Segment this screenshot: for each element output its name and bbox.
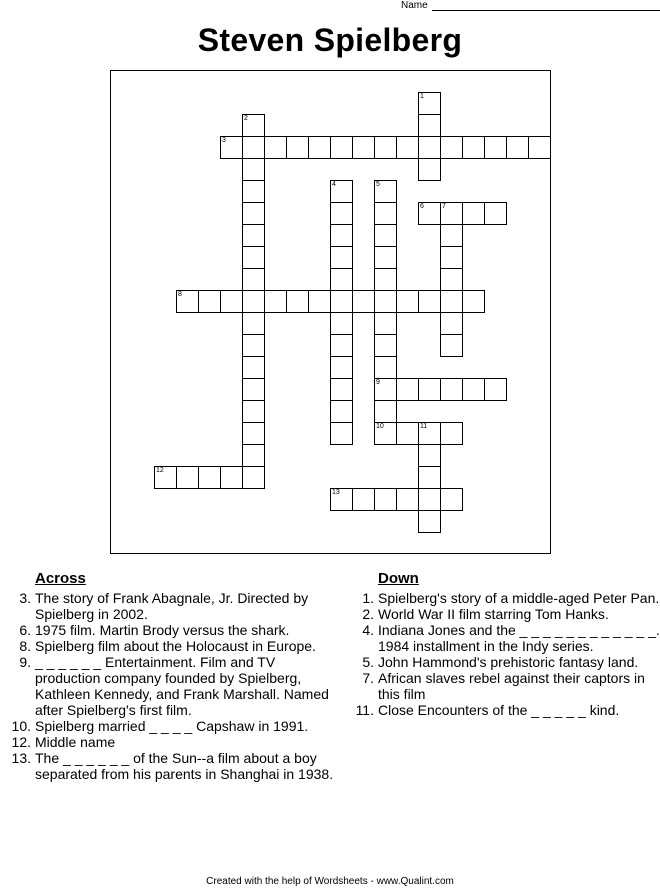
clue-number: 12	[156, 467, 164, 474]
crossword-cell[interactable]	[506, 136, 529, 159]
crossword-cell[interactable]	[242, 114, 265, 137]
crossword-cell[interactable]	[440, 488, 463, 511]
clue-item	[355, 702, 660, 718]
crossword-cell[interactable]	[396, 290, 419, 313]
clue-number: 2	[244, 115, 248, 122]
clue-num: 3.	[19, 590, 31, 606]
clue-item	[19, 622, 335, 638]
crossword-cell[interactable]	[176, 466, 199, 489]
clue-number: 11	[420, 423, 428, 430]
clue-item	[362, 606, 660, 622]
clue-num: 10.	[11, 718, 31, 734]
across-clues	[11, 570, 335, 782]
crossword-cell[interactable]	[418, 158, 441, 181]
name-line[interactable]	[432, 10, 660, 11]
crossword-cell[interactable]	[352, 488, 375, 511]
crossword-cell[interactable]	[418, 92, 441, 115]
crossword-cell[interactable]	[374, 422, 397, 445]
crossword-cell[interactable]	[374, 312, 397, 335]
crossword-grid	[110, 70, 551, 554]
crossword-cell[interactable]	[462, 290, 485, 313]
clue-num: 11.	[355, 702, 374, 718]
clue-num: 2.	[362, 606, 374, 622]
crossword-cell[interactable]	[374, 136, 397, 159]
clue-number: 13	[332, 489, 340, 496]
crossword-cell[interactable]	[418, 136, 441, 159]
clue-text: Close Encounters of the _ _ _ _ _ kind.	[378, 702, 620, 718]
clue-num: 13.	[11, 750, 31, 766]
crossword-cell[interactable]	[242, 180, 265, 203]
crossword-cell[interactable]	[352, 290, 375, 313]
down-heading: Down	[378, 570, 419, 587]
crossword-cell[interactable]	[330, 290, 353, 313]
crossword-cell[interactable]	[242, 224, 265, 247]
crossword-cell[interactable]	[352, 136, 375, 159]
clue-text: 1975 film. Martin Brody versus the shark.	[35, 622, 290, 638]
crossword-cell[interactable]	[330, 202, 353, 225]
clue-number: 7	[442, 203, 446, 210]
crossword-cell[interactable]	[286, 136, 309, 159]
crossword-cell[interactable]	[154, 466, 177, 489]
crossword-cell[interactable]	[418, 290, 441, 313]
clue-number: 3	[222, 137, 226, 144]
crossword-cell[interactable]	[418, 444, 441, 467]
crossword-cell[interactable]	[330, 136, 353, 159]
clue-num: 8.	[19, 638, 31, 654]
crossword-cell[interactable]	[242, 268, 265, 291]
crossword-cell[interactable]	[330, 312, 353, 335]
clue-item	[19, 590, 335, 622]
clue-item	[11, 718, 335, 734]
clue-num: 6.	[19, 622, 31, 638]
crossword-cell[interactable]	[374, 356, 397, 379]
name-label: Name	[401, 0, 428, 11]
clue-num: 5.	[362, 654, 374, 670]
crossword-cell[interactable]	[374, 400, 397, 423]
crossword-cell[interactable]	[286, 290, 309, 313]
crossword-cell[interactable]	[484, 202, 507, 225]
crossword-cell[interactable]	[198, 466, 221, 489]
crossword-cell[interactable]	[308, 290, 331, 313]
clue-text: Spielberg's story of a middle-aged Peter Pan.	[378, 590, 660, 606]
clue-text: World War II film starring Tom Hanks.	[378, 606, 609, 622]
crossword-cell[interactable]	[242, 312, 265, 335]
crossword-cell[interactable]	[396, 378, 419, 401]
clue-number: 5	[376, 181, 380, 188]
crossword-cell[interactable]	[242, 290, 265, 313]
clue-text: Spielberg film about the Holocaust in Europe.	[35, 638, 316, 654]
crossword-cell[interactable]	[374, 224, 397, 247]
crossword-cell[interactable]	[264, 290, 287, 313]
across-heading: Across	[35, 570, 86, 587]
crossword-cell[interactable]	[396, 488, 419, 511]
crossword-cell[interactable]	[418, 114, 441, 137]
clue-number: 4	[332, 181, 336, 188]
clue-item	[19, 654, 335, 718]
crossword-cell[interactable]	[242, 356, 265, 379]
crossword-cell[interactable]	[440, 290, 463, 313]
crossword-cell[interactable]	[484, 378, 507, 401]
clue-num: 12.	[11, 734, 31, 750]
crossword-cell[interactable]	[242, 378, 265, 401]
crossword-cell[interactable]	[330, 378, 353, 401]
crossword-cell[interactable]	[374, 202, 397, 225]
clue-text: The _ _ _ _ _ _ of the Sun--a film about a boy separated from his parents in Shanghai in 1938.	[35, 750, 334, 782]
crossword-cell[interactable]	[330, 488, 353, 511]
crossword-cell[interactable]	[396, 136, 419, 159]
crossword-cell[interactable]	[440, 202, 463, 225]
crossword-cell[interactable]	[242, 202, 265, 225]
crossword-cell[interactable]	[220, 290, 243, 313]
clue-item	[19, 638, 335, 654]
footer-credit: Created with the help of Wordsheets - www.Qualint.com	[206, 876, 454, 887]
crossword-cell[interactable]	[330, 422, 353, 445]
crossword-cell[interactable]	[330, 224, 353, 247]
crossword-cell[interactable]	[242, 136, 265, 159]
crossword-cell[interactable]	[264, 136, 287, 159]
crossword-cell[interactable]	[462, 136, 485, 159]
clue-number: 8	[178, 291, 182, 298]
crossword-cell[interactable]	[374, 246, 397, 269]
crossword-cell[interactable]	[418, 202, 441, 225]
crossword-cell[interactable]	[440, 268, 463, 291]
clue-num: 9.	[19, 654, 31, 670]
clue-item	[362, 654, 660, 670]
crossword-cell[interactable]	[242, 334, 265, 357]
crossword-cell[interactable]	[528, 136, 551, 159]
crossword-cell[interactable]	[374, 334, 397, 357]
crossword-cell[interactable]	[330, 180, 353, 203]
crossword-cell[interactable]	[374, 180, 397, 203]
clue-text: _ _ _ _ _ _ Entertainment. Film and TV production company founded by Spielberg, Kathleen Kennedy, and Frank Marshall. Named after Spielberg's first film.	[35, 654, 329, 718]
clue-text: Spielberg married _ _ _ _ Capshaw in 1991.	[35, 718, 309, 734]
crossword-cell[interactable]	[374, 378, 397, 401]
clue-item	[11, 734, 335, 750]
crossword-cell[interactable]	[374, 268, 397, 291]
crossword-cell[interactable]	[330, 334, 353, 357]
clue-item	[11, 750, 335, 782]
crossword-cell[interactable]	[242, 466, 265, 489]
clue-text: Indiana Jones and the _ _ _ _ _ _ _ _ _ _ _ _. 1984 installment in the Indy series.	[378, 622, 660, 654]
crossword-cell[interactable]	[440, 246, 463, 269]
crossword-cell[interactable]	[330, 400, 353, 423]
clue-number: 1	[420, 93, 424, 100]
crossword-cell[interactable]	[484, 136, 507, 159]
clue-number: 6	[420, 203, 424, 210]
crossword-cell[interactable]	[198, 290, 221, 313]
clue-text: Middle name	[35, 734, 116, 750]
crossword-cell[interactable]	[374, 488, 397, 511]
crossword-cell[interactable]	[308, 136, 331, 159]
crossword-cell[interactable]	[242, 422, 265, 445]
crossword-cell[interactable]	[418, 378, 441, 401]
clue-number: 9	[376, 379, 380, 386]
crossword-cell[interactable]	[440, 312, 463, 335]
crossword-cell[interactable]	[396, 422, 419, 445]
clue-item	[362, 590, 660, 606]
crossword-cell[interactable]	[462, 202, 485, 225]
clue-text: African slaves rebel against their captors in this film	[378, 670, 645, 702]
clue-num: 7.	[362, 670, 374, 686]
crossword-cell[interactable]	[242, 246, 265, 269]
page-title: Steven Spielberg	[197, 22, 463, 58]
crossword-cell[interactable]	[440, 136, 463, 159]
clue-item	[362, 670, 660, 702]
crossword-cell[interactable]	[440, 422, 463, 445]
down-clues	[355, 570, 660, 718]
crossword-cell[interactable]	[242, 400, 265, 423]
clue-num: 4.	[362, 622, 374, 638]
clue-text: John Hammond's prehistoric fantasy land.	[378, 654, 639, 670]
crossword-cell[interactable]	[330, 268, 353, 291]
crossword-cell[interactable]	[374, 290, 397, 313]
crossword-cell[interactable]	[220, 466, 243, 489]
crossword-cell[interactable]	[330, 246, 353, 269]
crossword-cell[interactable]	[242, 444, 265, 467]
crossword-cell[interactable]	[440, 224, 463, 247]
crossword-cell[interactable]	[418, 488, 441, 511]
crossword-cell[interactable]	[418, 422, 441, 445]
crossword-cell[interactable]	[440, 378, 463, 401]
crossword-cell[interactable]	[220, 136, 243, 159]
crossword-cell[interactable]	[330, 356, 353, 379]
clue-num: 1.	[362, 590, 374, 606]
crossword-cell[interactable]	[440, 334, 463, 357]
crossword-cell[interactable]	[176, 290, 199, 313]
crossword-cell[interactable]	[418, 510, 441, 533]
clue-item	[362, 622, 660, 654]
clue-text: The story of Frank Abagnale, Jr. Directed by Spielberg in 2002.	[35, 590, 309, 622]
clue-number: 10	[376, 423, 384, 430]
crossword-cell[interactable]	[242, 158, 265, 181]
crossword-cell[interactable]	[462, 378, 485, 401]
crossword-cell[interactable]	[418, 466, 441, 489]
